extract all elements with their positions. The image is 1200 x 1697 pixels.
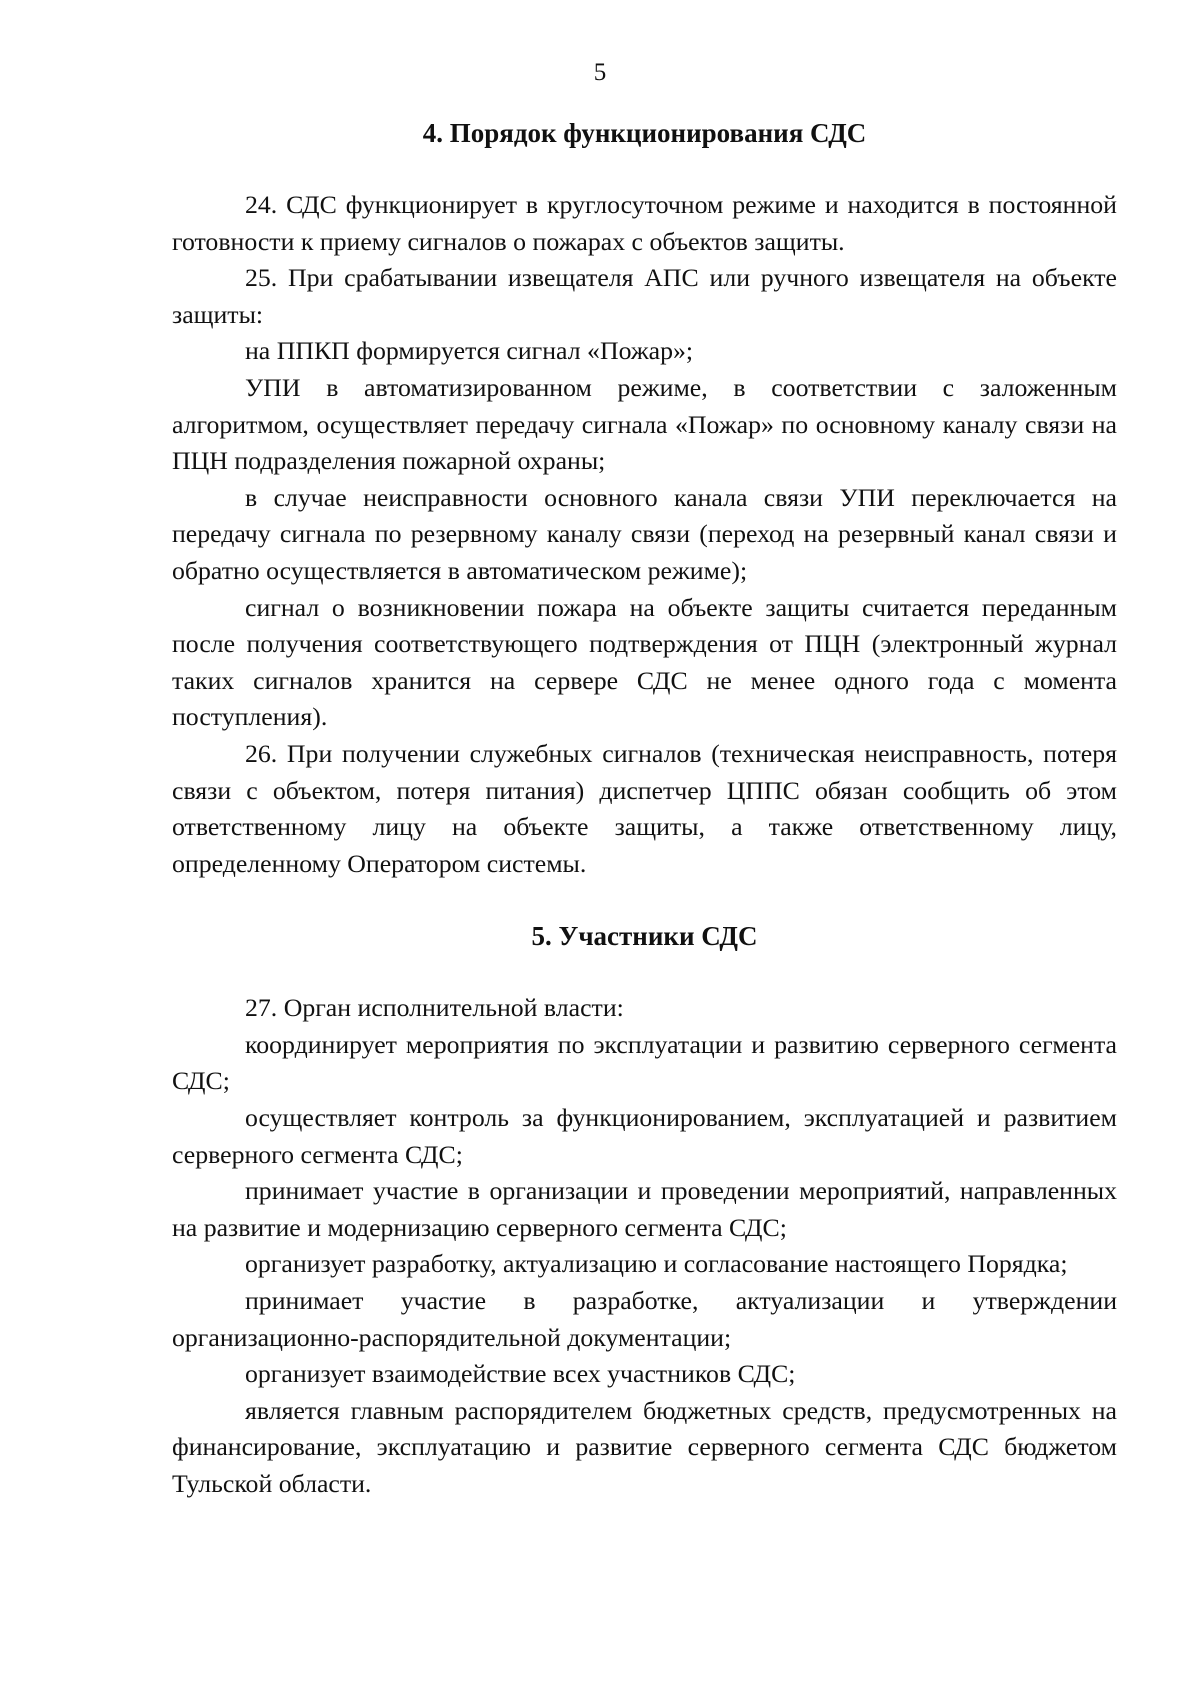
paragraph-27-item-procedure: организует разработку, актуализацию и согласование настоящего Порядка; — [245, 1249, 1068, 1279]
paragraph-27-item-interaction: организует взаимодействие всех участников СДС; — [245, 1359, 796, 1389]
paragraph-25-item-ppkp: на ППКП формируется сигнал «Пожар»; — [245, 336, 694, 366]
paragraph-27-item-documentation: принимает участие в разработке, актуализации и утверждении организационно-распорядительной документации; — [172, 1286, 1117, 1352]
page-number: 5 — [593, 59, 607, 86]
paragraph-27-item-budget: является главным распорядителем бюджетных средств, предусмотренных на финансирование, эксплуатацию и развитие серверного сегмента СДС бюджетом Тульской области. — [172, 1395, 1117, 1498]
paragraph-25-item-confirmation: сигнал о возникновении пожара на объекте защиты считается переданным после получения соответствующего подтверждения от ПЦН (электронный журнал таких сигналов хранится на сервере СДС не менее одного года с момента поступления). — [172, 592, 1117, 732]
paragraph-25-item-upi: УПИ в автоматизированном режиме, в соответствии с заложенным алгоритмом, осуществляет передачу сигнала «Пожар» по основному каналу связи на ПЦН подразделения пожарной охраны; — [172, 372, 1117, 476]
paragraph-27: 27. Орган исполнительной власти: — [245, 993, 624, 1023]
document-body — [172, 115, 1117, 1503]
paragraph-27-item-control: осуществляет контроль за функционированием, эксплуатацией и развитием серверного сегмента СДС; — [172, 1103, 1117, 1169]
paragraph-26: 26. При получении служебных сигналов (техническая неисправность, потеря связи с объектом, потеря питания) диспетчер ЦППС обязан сообщить об этом ответственному лицу на объекте защиты, а также ответственному лицу, определенному Оператором системы. — [172, 738, 1117, 878]
paragraph-25-item-backup-channel: в случае неисправности основного канала связи УПИ переключается на передачу сигнала по резервному каналу связи (переход на резервный канал связи и обратно осуществляется в автоматическом режиме); — [172, 482, 1117, 585]
paragraph-27-item-participation: принимает участие в организации и проведении мероприятий, направленных на развитие и модернизацию серверного сегмента СДС; — [172, 1176, 1117, 1242]
section-4-heading: 4. Порядок функционирования СДС — [422, 118, 867, 148]
paragraph-24: 24. СДС функционирует в круглосуточном режиме и находится в постоянной готовности к приему сигналов о пожарах с объектов защиты. — [172, 190, 1117, 256]
paragraph-27-item-coordinates: координирует мероприятия по эксплуатации и развитию серверного сегмента СДС; — [172, 1029, 1117, 1096]
paragraph-25: 25. При срабатывании извещателя АПС или ручного извещателя на объекте защиты: — [172, 263, 1117, 329]
section-5-heading: 5. Участники СДС — [531, 921, 758, 952]
